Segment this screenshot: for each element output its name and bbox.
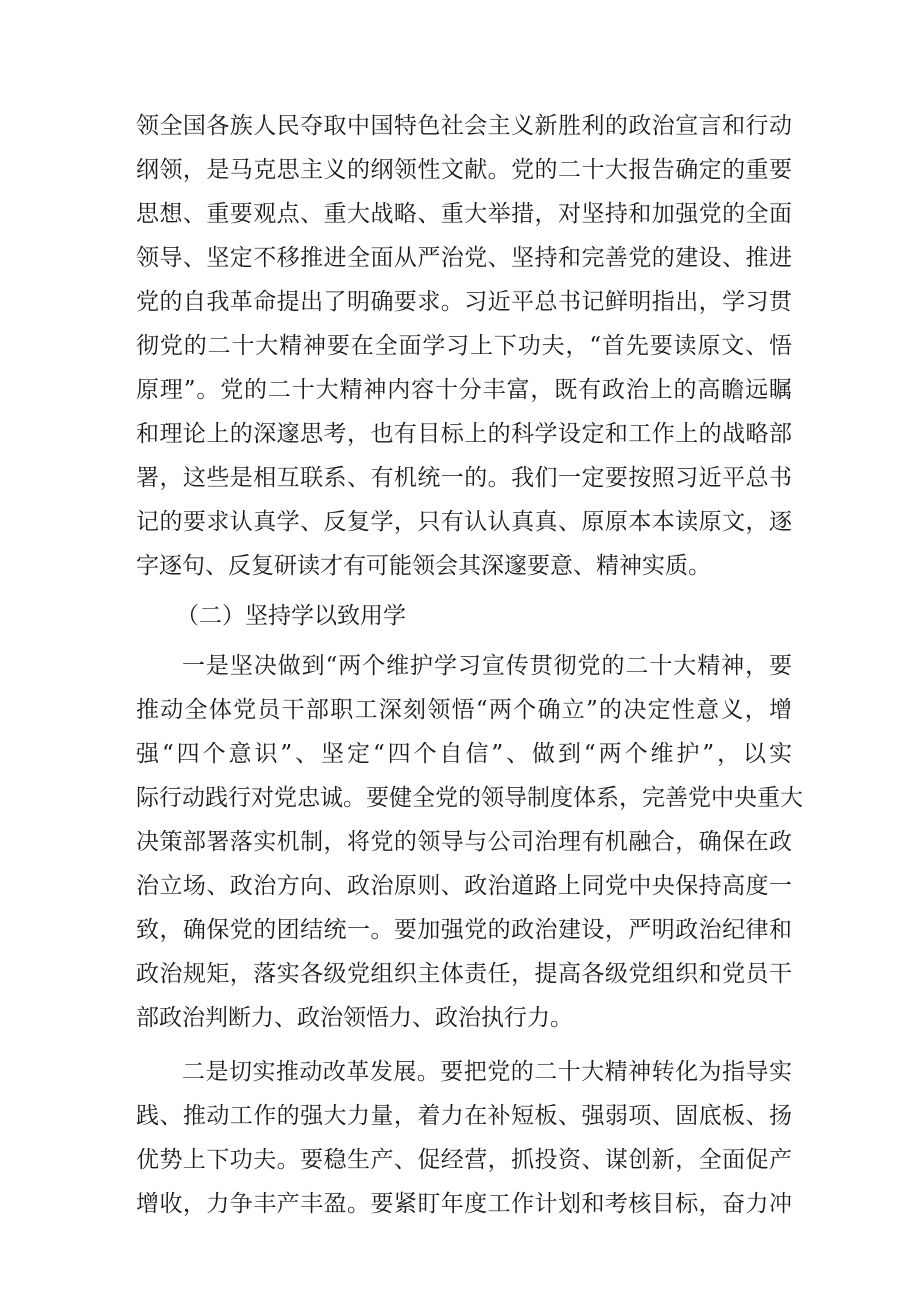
text-line: 优势上下功夫。要稳生产、促经营，抓投资、谋创新，全面促产 — [136, 1147, 792, 1173]
text-line: 决策部署落实机制，将党的领导与公司治理有机融合，确保在政 — [136, 829, 792, 855]
text-line: 强“四个意识”、坚定“四个自信”、做到“两个维护”，以实 — [136, 741, 792, 767]
section-heading: （二）坚持学以致用学 — [176, 603, 406, 629]
text-line: 治立场、政治方向、政治原则、政治道路上同党中央保持高度一 — [136, 873, 792, 899]
text-line: 践、推动工作的强大力量，着力在补短板、强弱项、固底板、扬 — [136, 1103, 792, 1129]
text-line: 思想、重要观点、重大战略、重大举措，对坚持和加强党的全面 — [136, 201, 792, 227]
text-line: 部政治判断力、政治领悟力、政治执行力。 — [136, 1005, 573, 1031]
text-line: 增收，力争丰产丰盈。要紧盯年度工作计划和考核目标，奋力冲 — [136, 1191, 792, 1217]
paragraph-1 — [136, 104, 792, 588]
text-line: 推动全体党员干部职工深刻领悟“两个确立”的决定性意义，增 — [136, 697, 792, 723]
text-line: 政治规矩，落实各级党组织主体责任，提高各级党组织和党员干 — [136, 961, 792, 987]
text-line: 领全国各族人民夺取中国特色社会主义新胜利的政治宣言和行动 — [136, 113, 792, 139]
paragraph-3 — [136, 1050, 792, 1226]
text-line: 一是坚决做到“两个维护学习宣传贯彻党的二十大精神，要 — [182, 653, 792, 679]
text-line: 字逐句、反复研读才有可能领会其深邃要意、精神实质。 — [136, 553, 711, 579]
text-line: 二是切实推动改革发展。要把党的二十大精神转化为指导实 — [182, 1059, 792, 1085]
text-line: 彻党的二十大精神要在全面学习上下功夫，“首先要读原文、悟 — [136, 333, 792, 359]
text-line: 致，确保党的团结统一。要加强党的政治建设，严明政治纪律和 — [136, 917, 792, 943]
text-line: 和理论上的深邃思考，也有目标上的科学设定和工作上的战略部 — [136, 421, 792, 447]
text-line: 党的自我革命提出了明确要求。习近平总书记鲜明指出，学习贯 — [136, 289, 792, 315]
paragraph-2 — [136, 644, 803, 1040]
text-line: 署，这些是相互联系、有机统一的。我们一定要按照习近平总书 — [136, 465, 792, 491]
text-line: 记的要求认真学、反复学，只有认认真真、原原本本读原文，逐 — [136, 509, 792, 535]
text-line: 纲领，是马克思主义的纲领性文献。党的二十大报告确定的重要 — [136, 157, 792, 183]
text-line: 原理”。党的二十大精神内容十分丰富，既有政治上的高瞻远瞩 — [136, 377, 792, 403]
document-body — [136, 104, 803, 1226]
text-line: 际行动践行对党忠诚。要健全党的领导制度体系，完善党中央重大 — [136, 785, 803, 811]
text-line: 领导、坚定不移推进全面从严治党、坚持和完善党的建设、推进 — [136, 245, 792, 271]
